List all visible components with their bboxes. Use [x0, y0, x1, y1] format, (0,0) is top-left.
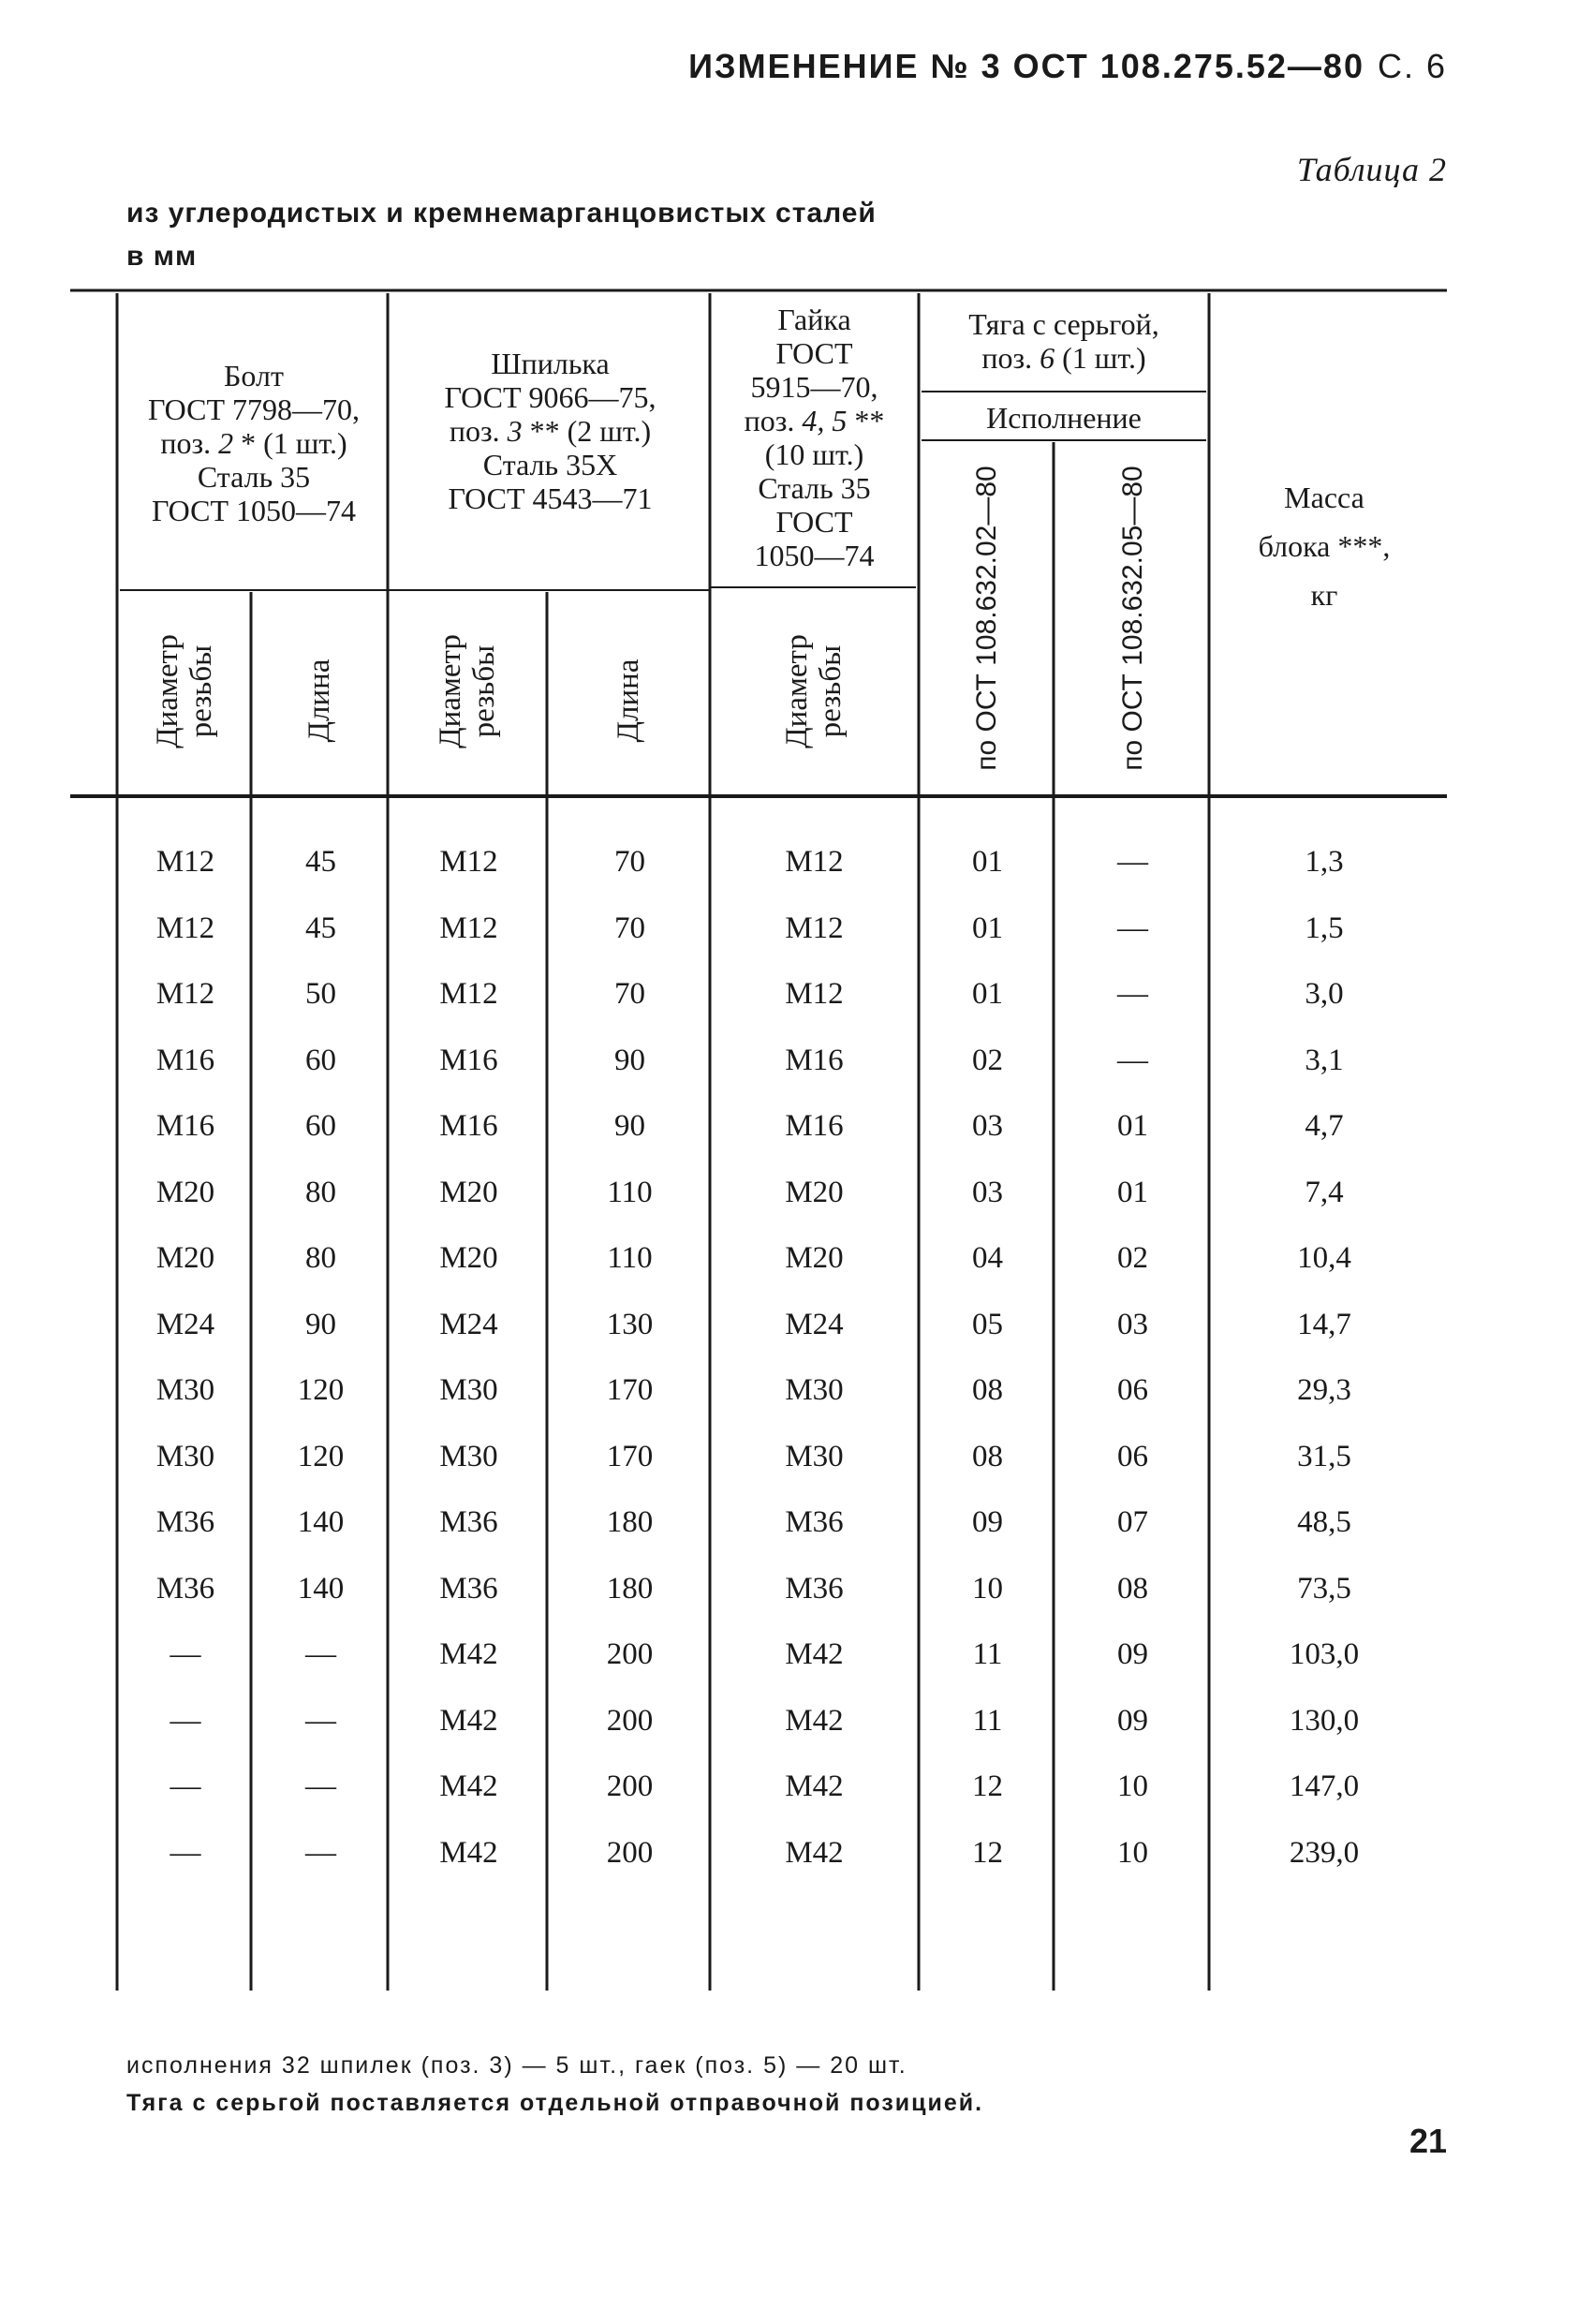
rod-exec1-cell: 08: [972, 1439, 1003, 1473]
mass-cell: 4,7: [1305, 1109, 1344, 1143]
rod-exec2-cell: 02: [1117, 1241, 1148, 1275]
mass-cell: 147,0: [1289, 1769, 1360, 1803]
bolt-title: Болт: [224, 359, 284, 392]
bolt-length-cell: —: [305, 1835, 336, 1870]
stud-length-cell: 90: [614, 1043, 645, 1077]
nut-gost-b: 5915—70,: [750, 370, 878, 404]
subtitle-line-1: из углеродистых и кремнемарганцовистых сталей: [126, 198, 877, 229]
table-row: [0, 1754, 1593, 1819]
rod-exec1-cell: 10: [972, 1571, 1003, 1606]
stud-diameter-cell: М20: [439, 1175, 498, 1209]
table-row: [0, 1357, 1593, 1423]
nut-diameter-cell: М12: [785, 977, 844, 1011]
bolt-diameter-cell: —: [170, 1769, 201, 1803]
table-row: [0, 1160, 1593, 1225]
table-row: [0, 1556, 1593, 1621]
stud-diameter-cell: М12: [439, 977, 498, 1011]
bolt-diameter-cell: М20: [155, 1241, 215, 1275]
bolt-diameter-cell: —: [170, 1835, 201, 1870]
bolt-length-cell: 120: [297, 1373, 345, 1407]
bolt-length-cell: 45: [305, 845, 336, 879]
rod-exec2-cell: —: [1117, 977, 1148, 1011]
rod-exec2-cell: —: [1117, 845, 1148, 879]
bolt-length-cell: —: [305, 1769, 336, 1803]
nut-diameter-cell: М42: [785, 1703, 844, 1738]
rod-exec2-header: по ОСТ 108.632.05—80: [1117, 466, 1148, 771]
nut-diameter-cell: М20: [785, 1241, 844, 1275]
nut-diameter-cell: М42: [785, 1769, 844, 1803]
stud-length-cell: 200: [606, 1637, 654, 1671]
mass-cell: 31,5: [1297, 1439, 1351, 1473]
stud-length-cell: 110: [607, 1241, 653, 1275]
mass-line-3: кг: [1310, 578, 1338, 612]
bolt-diameter-cell: М24: [155, 1307, 215, 1341]
rod-position: поз. 6 (1 шт.): [981, 341, 1146, 375]
nut-diameter-cell: М12: [785, 910, 844, 945]
nut-thread-diameter-header: Диаметр резьбы: [780, 634, 848, 748]
nut-qty: (10 шт.): [764, 437, 864, 471]
rod-exec2-cell: 09: [1117, 1637, 1148, 1671]
mass-cell: 29,3: [1297, 1373, 1351, 1407]
rod-execution: Исполнение: [986, 401, 1142, 435]
bolt-diameter-cell: —: [170, 1637, 201, 1671]
stud-diameter-cell: М42: [439, 1637, 498, 1671]
table-row: [0, 961, 1593, 1027]
stud-diameter-cell: М16: [439, 1109, 498, 1143]
stud-length-cell: 200: [606, 1835, 654, 1870]
table-row: [0, 1688, 1593, 1754]
page-number: 21: [1409, 2122, 1447, 2160]
rod-exec2-cell: 10: [1117, 1835, 1148, 1870]
rod-exec2-cell: 06: [1117, 1373, 1148, 1407]
nut-diameter-cell: М16: [785, 1043, 844, 1077]
nut-gost-a: ГОСТ: [775, 336, 853, 370]
table-row: [0, 1292, 1593, 1357]
bolt-diameter-cell: —: [170, 1703, 201, 1738]
stud-diameter-cell: М42: [439, 1835, 498, 1870]
rod-exec1-cell: 02: [972, 1043, 1003, 1077]
bolt-gost: ГОСТ 7798—70,: [147, 392, 361, 426]
nut-diameter-cell: М30: [785, 1373, 844, 1407]
bolt-diameter-cell: М20: [155, 1175, 215, 1209]
stud-header: [391, 347, 710, 515]
bolt-length-cell: 80: [305, 1241, 336, 1275]
bolt-diameter-cell: М16: [155, 1109, 215, 1143]
mass-cell: 130,0: [1289, 1703, 1360, 1738]
document-header: [656, 47, 1447, 86]
rod-exec2-cell: —: [1117, 1043, 1148, 1077]
table-row: [0, 1621, 1593, 1687]
rod-exec2-cell: 10: [1117, 1769, 1148, 1803]
stud-length-cell: 200: [606, 1703, 654, 1738]
stud-length-cell: 180: [606, 1505, 654, 1539]
stud-diameter-cell: М42: [439, 1703, 498, 1738]
bolt-length-cell: —: [305, 1637, 336, 1671]
mass-line-1: Масса: [1284, 481, 1364, 514]
table-row: [0, 1093, 1593, 1159]
rod-exec1-cell: 12: [972, 1769, 1003, 1803]
rod-exec1-cell: 01: [972, 910, 1003, 945]
nut-steel-gost-a: ГОСТ: [775, 505, 853, 539]
bolt-steel: Сталь 35: [197, 460, 311, 494]
bolt-header: [120, 359, 388, 527]
mass-cell: 239,0: [1289, 1835, 1360, 1870]
rod-exec1-cell: 04: [972, 1241, 1003, 1275]
bolt-diameter-cell: М36: [155, 1505, 215, 1539]
rod-exec1-cell: 11: [972, 1637, 1003, 1671]
mass-cell: 3,1: [1305, 1043, 1344, 1077]
bolt-diameter-cell: М12: [155, 845, 215, 879]
stud-length-cell: 180: [606, 1571, 654, 1606]
rod-header: [922, 307, 1206, 375]
bolt-diameter-cell: М16: [155, 1043, 215, 1077]
stud-length-cell: 110: [607, 1175, 653, 1209]
nut-diameter-cell: М16: [785, 1109, 844, 1143]
bolt-length-cell: 80: [305, 1175, 336, 1209]
nut-steel-gost-b: 1050—74: [754, 539, 875, 572]
bolt-length-cell: 50: [305, 977, 336, 1011]
bolt-diameter-cell: М30: [155, 1439, 215, 1473]
rod-exec1-cell: 03: [972, 1175, 1003, 1209]
stud-length-cell: 70: [614, 977, 645, 1011]
table-row: [0, 1820, 1593, 1886]
stud-length-cell: 170: [606, 1439, 654, 1473]
mass-cell: 1,5: [1305, 910, 1344, 945]
nut-diameter-cell: М42: [785, 1835, 844, 1870]
stud-length-cell: 70: [614, 910, 645, 945]
rod-exec2-cell: 01: [1117, 1175, 1148, 1209]
table-row: [0, 1225, 1593, 1291]
bolt-length-cell: 60: [305, 1109, 336, 1143]
bolt-diameter-cell: М12: [155, 977, 215, 1011]
rod-exec1-cell: 12: [972, 1835, 1003, 1870]
stud-diameter-cell: М16: [439, 1043, 498, 1077]
rod-exec1-cell: 01: [972, 977, 1003, 1011]
stud-diameter-cell: М36: [439, 1571, 498, 1606]
mass-line-2: блока ***,: [1258, 529, 1391, 563]
header-page-ref: С. 6: [1377, 47, 1447, 85]
mass-cell: 48,5: [1297, 1505, 1351, 1539]
bolt-position: поз. 2 * (1 шт.): [160, 426, 347, 460]
mass-cell: 73,5: [1297, 1571, 1351, 1606]
rod-exec2-cell: 08: [1117, 1571, 1148, 1606]
stud-thread-diameter-header: Диаметр резьбы: [434, 634, 501, 748]
bolt-length-cell: 90: [305, 1307, 336, 1341]
bolt-length-cell: 60: [305, 1043, 336, 1077]
stud-position: поз. 3 ** (2 шт.): [449, 414, 652, 448]
header-title: ИЗМЕНЕНИЕ № 3 ОСТ 108.275.52—80: [688, 47, 1364, 85]
rod-exec1-cell: 11: [972, 1703, 1003, 1738]
nut-position: поз. 4, 5 **: [744, 404, 885, 437]
stud-diameter-cell: М36: [439, 1505, 498, 1539]
rod-exec1-cell: 03: [972, 1109, 1003, 1143]
table-row: [0, 829, 1593, 895]
bolt-diameter-cell: М36: [155, 1571, 215, 1606]
rod-exec2-cell: 07: [1117, 1505, 1148, 1539]
nut-header: [713, 303, 916, 572]
mass-cell: 10,4: [1297, 1241, 1351, 1275]
stud-steel: Сталь 35Х: [482, 448, 618, 481]
rod-exec1-header: по ОСТ 108.632.02—80: [971, 466, 1002, 771]
table-row: [0, 1028, 1593, 1093]
stud-steel-gost: ГОСТ 4543—71: [448, 481, 653, 515]
stud-length-cell: 90: [614, 1109, 645, 1143]
nut-diameter-cell: М20: [785, 1175, 844, 1209]
stud-length-header: Длина: [612, 659, 645, 743]
nut-diameter-cell: М30: [785, 1439, 844, 1473]
footnote-line-1: исполнения 32 шпилек (поз. 3) — 5 шт., гаек (поз. 5) — 20 шт.: [126, 2052, 907, 2079]
bolt-thread-diameter-header: Диаметр резьбы: [151, 634, 218, 748]
mass-cell: 103,0: [1289, 1637, 1360, 1671]
mass-cell: 7,4: [1305, 1175, 1344, 1209]
mass-header: [1212, 473, 1437, 619]
stud-diameter-cell: М12: [439, 845, 498, 879]
rod-exec1-cell: 01: [972, 845, 1003, 879]
stud-title: Шпилька: [491, 347, 610, 380]
table-subtitle: [126, 192, 969, 278]
stud-diameter-cell: М30: [439, 1439, 498, 1473]
table-row: [0, 1424, 1593, 1489]
nut-diameter-cell: М36: [785, 1571, 844, 1606]
bolt-length-cell: —: [305, 1703, 336, 1738]
rod-exec1-cell: 09: [972, 1505, 1003, 1539]
bolt-length-cell: 45: [305, 910, 336, 945]
bolt-length-cell: 140: [297, 1571, 345, 1606]
nut-diameter-cell: М12: [785, 845, 844, 879]
stud-diameter-cell: М12: [439, 910, 498, 945]
table-label: Таблица 2: [1296, 151, 1447, 188]
table-row: [0, 896, 1593, 961]
bolt-length-cell: 120: [297, 1439, 345, 1473]
mass-cell: 3,0: [1305, 977, 1344, 1011]
bolt-diameter-cell: М12: [155, 910, 215, 945]
rod-exec2-cell: 03: [1117, 1307, 1148, 1341]
stud-length-cell: 200: [606, 1769, 654, 1803]
stud-diameter-cell: М30: [439, 1373, 498, 1407]
mass-cell: 1,3: [1305, 845, 1344, 879]
rod-exec2-cell: 06: [1117, 1439, 1148, 1473]
stud-length-cell: 170: [606, 1373, 654, 1407]
rod-exec1-cell: 05: [972, 1307, 1003, 1341]
nut-diameter-cell: М24: [785, 1307, 844, 1341]
stud-length-cell: 130: [606, 1307, 654, 1341]
stud-length-cell: 70: [614, 845, 645, 879]
rod-exec2-cell: —: [1117, 910, 1148, 945]
stud-diameter-cell: М20: [439, 1241, 498, 1275]
nut-diameter-cell: М42: [785, 1637, 844, 1671]
bolt-length-header: Длина: [302, 659, 336, 743]
footnote-line-2: Тяга с серьгой поставляется отдельной отправочной позицией.: [126, 2090, 984, 2116]
bolt-diameter-cell: М30: [155, 1373, 215, 1407]
bolt-steel-gost: ГОСТ 1050—74: [151, 494, 357, 527]
rod-exec2-cell: 01: [1117, 1109, 1148, 1143]
rod-exec1-cell: 08: [972, 1373, 1003, 1407]
nut-title: Гайка: [777, 303, 851, 336]
table-row: [0, 1489, 1593, 1555]
stud-diameter-cell: М24: [439, 1307, 498, 1341]
nut-diameter-cell: М36: [785, 1505, 844, 1539]
mass-cell: 14,7: [1297, 1307, 1351, 1341]
stud-gost: ГОСТ 9066—75,: [444, 380, 656, 414]
bolt-length-cell: 140: [297, 1505, 345, 1539]
nut-steel: Сталь 35: [758, 471, 871, 505]
rod-exec2-cell: 09: [1117, 1703, 1148, 1738]
rod-title: Тяга с серьгой,: [968, 307, 1159, 341]
stud-diameter-cell: М42: [439, 1769, 498, 1803]
subtitle-line-2: в мм: [126, 241, 198, 272]
